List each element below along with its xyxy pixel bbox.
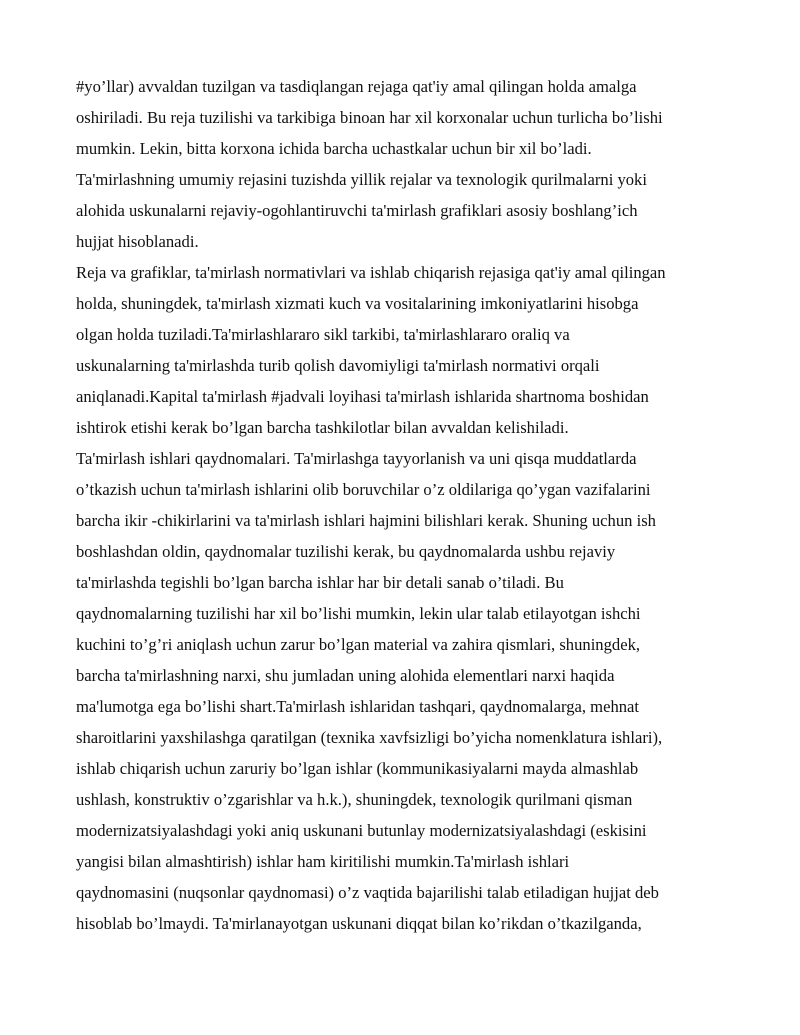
text-line: #yo’llar) avvaldan tuzilgan va tasdiqlangan rejaga qat'iy amal qilingan holda amalga: [76, 77, 637, 96]
text-line: modernizatsiyalashdagi yoki aniq uskunani butunlay modernizatsiyalashdagi (eskisini: [76, 821, 647, 840]
text-line: hujjat hisoblanadi.: [76, 232, 199, 251]
text-line: yangisi bilan almashtirish) ishlar ham kiritilishi mumkin.Ta'mirlash ishlari: [76, 852, 570, 871]
text-line: qaydnomalarning tuzilishi har xil bo’lishi mumkin, lekin ular talab etilayotgan ishchi: [76, 604, 641, 623]
text-line: Ta'mirlash ishlari qaydnomalari. Ta'mirlashga tayyorlanish va uni qisqa muddatlarda: [76, 449, 637, 468]
document-page: [76, 71, 736, 939]
text-line: qaydnomasini (nuqsonlar qaydnomasi) o’z vaqtida bajarilishi talab etiladigan hujjat deb: [76, 883, 659, 902]
text-line: alohida uskunalarni rejaviy-ogohlantiruvchi ta'mirlash grafiklari asosiy boshlang’ich: [76, 201, 638, 220]
text-line: ushlash, konstruktiv o’zgarishlar va h.k.), shuningdek, texnologik qurilmani qisman: [76, 790, 633, 809]
text-line: ta'mirlashda tegishli bo’lgan barcha ishlar har bir detali sanab o’tiladi. Bu: [76, 573, 564, 592]
text-line: Reja va grafiklar, ta'mirlash normativlari va ishlab chiqarish rejasiga qat'iy amal qilingan: [76, 263, 666, 282]
text-line: barcha ta'mirlashning narxi, shu jumladan uning alohida elementlari narxi haqida: [76, 666, 615, 685]
text-line: olgan holda tuziladi.Ta'mirlashlararo sikl tarkibi, ta'mirlashlararo oraliq va: [76, 325, 570, 344]
text-line: mumkin. Lekin, bitta korxona ichida barcha uchastkalar uchun bir xil bo’ladi.: [76, 139, 592, 158]
text-line: Ta'mirlashning umumiy rejasini tuzishda yillik rejalar va texnologik qurilmalarni yoki: [76, 170, 647, 189]
text-line: sharoitlarini yaxshilashga qaratilgan (texnika xavfsizligi bo’yicha nomenklatura ishlari),: [76, 728, 663, 747]
text-line: aniqlanadi.Kapital ta'mirlash #jadvali loyihasi ta'mirlash ishlarida shartnoma boshidan: [76, 387, 649, 406]
text-line: hisoblab bo’lmaydi. Ta'mirlanayotgan uskunani diqqat bilan ko’rikdan o’tkazilganda,: [76, 914, 642, 933]
text-line: ma'lumotga ega bo’lishi shart.Ta'mirlash ishlaridan tashqari, qaydnomalarga, mehnat: [76, 697, 640, 716]
text-line: boshlashdan oldin, qaydnomalar tuzilishi kerak, bu qaydnomalarda ushbu rejaviy: [76, 542, 616, 561]
text-line: holda, shuningdek, ta'mirlash xizmati kuch va vositalarining imkoniyatlarini hisobga: [76, 294, 639, 313]
text-line: oshiriladi. Bu reja tuzilishi va tarkibiga binoan har xil korxonalar uchun turlicha bo’lishi: [76, 108, 663, 127]
text-line: barcha ikir -chikirlarini va ta'mirlash ishlari hajmini bilishlari kerak. Shuning uchun ish: [76, 511, 656, 530]
text-line: ishlab chiqarish uchun zaruriy bo’lgan ishlar (kommunikasiyalarni mayda almashlab: [76, 759, 639, 778]
text-line: o’tkazish uchun ta'mirlash ishlarini olib boruvchilar o’z oldilariga qo’ygan vazifalarini: [76, 480, 651, 499]
text-line: uskunalarning ta'mirlashda turib qolish davomiyligi ta'mirlash normativi orqali: [76, 356, 600, 375]
text-line: kuchini to’g’ri aniqlash uchun zarur bo’lgan material va zahira qismlari, shuningdek,: [76, 635, 641, 654]
text-line: ishtirok etishi kerak bo’lgan barcha tashkilotlar bilan avvaldan kelishiladi.: [76, 418, 569, 437]
